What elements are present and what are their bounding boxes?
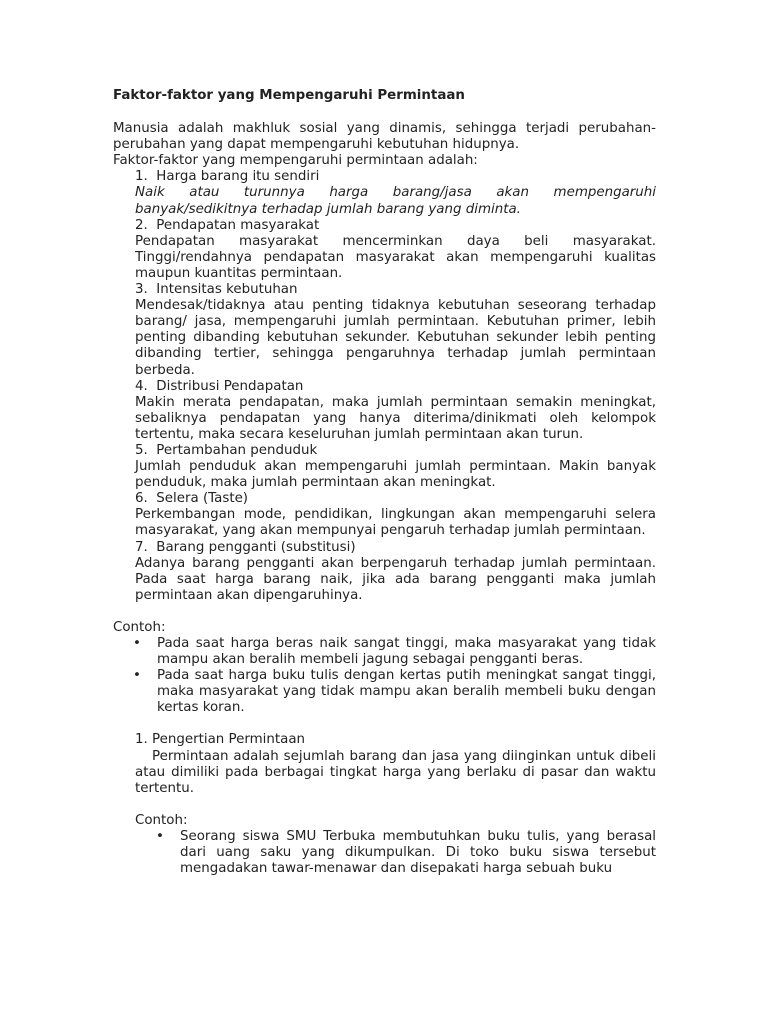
- section-example-label: Contoh:: [135, 812, 188, 828]
- section-example-bullet-list: [135, 829, 656, 877]
- section-example-list-item: [135, 829, 656, 877]
- section-body: Permintaan adalah sejumlah barang dan jasa yang diinginkan untuk dibeli atau dimiliki pada berbagai tingkat harga yang berlaku di pasar dan waktu tertentu.: [135, 748, 656, 796]
- factor-item: [113, 218, 656, 282]
- factor-title: 3. Intensitas kebutuhan: [135, 282, 298, 298]
- factor-description: Naik atau turunnya harga barang/jasa akan mempengaruhi banyak/sedikitnya terhadap jumlah barang yang diminta.: [135, 185, 656, 217]
- example-list-item: [113, 668, 656, 716]
- factor-description: Mendesak/tidaknya atau penting tidaknya kebutuhan seseorang terhadap barang/ jasa, mempengaruhi jumlah permintaan. Kebutuhan primer, lebih penting dibanding kebutuhan sekunder. Kebutuhan sekunder lebih penting dibanding tertier, sehingga pengaruhnya terhadap jumlah permintaan berbeda.: [135, 298, 656, 378]
- factor-item: [113, 169, 656, 217]
- factor-title: 4. Distribusi Pendapatan: [135, 378, 304, 394]
- definition-section: [113, 732, 656, 828]
- factor-item: [113, 491, 656, 539]
- factor-title: 6. Selera (Taste): [135, 491, 249, 507]
- example-bullet-list: [113, 636, 656, 716]
- example-list-item: [113, 636, 656, 668]
- document-content: [113, 88, 656, 877]
- factor-title: 2. Pendapatan masyarakat: [135, 217, 320, 233]
- document-title: Faktor-faktor yang Mempengaruhi Permintaan: [113, 88, 465, 103]
- factor-title: 1. Harga barang itu sendiri: [135, 169, 320, 185]
- intro-paragraph: Manusia adalah makhluk sosial yang dinamis, sehingga terjadi perubahan-perubahan yang dapat mempengaruhi kebutuhan hidupnya.: [113, 121, 656, 153]
- factor-title: 7. Barang pengganti (substitusi): [135, 539, 356, 555]
- factor-list: [113, 169, 656, 604]
- example-label: Contoh:: [113, 619, 166, 635]
- factor-title: 5. Pertambahan penduduk: [135, 442, 318, 458]
- section-heading: 1. Pengertian Permintaan: [135, 732, 306, 748]
- factor-description: Adanya barang pengganti akan berpengaruh terhadap jumlah permintaan. Pada saat harga barang naik, jika ada barang pengganti maka jumlah permintaan akan dipengaruhinya.: [135, 555, 656, 603]
- factor-item: [113, 379, 656, 443]
- factor-description: Jumlah penduduk akan mempengaruhi jumlah permintaan. Makin banyak penduduk, maka jumlah permintaan akan meningkat.: [135, 459, 656, 491]
- factor-item: [113, 282, 656, 379]
- factor-item: [113, 443, 656, 491]
- section-example-text: Seorang siswa SMU Terbuka membutuhkan buku tulis, yang berasal dari uang saku yang dikumpulkan. Di toko buku siswa tersebut mengadakan tawar-menawar dan disepakati harga sebuah buku: [180, 828, 656, 877]
- lead-paragraph: Faktor-faktor yang mempengaruhi permintaan adalah:: [113, 153, 478, 169]
- bullet-icon: •: [133, 668, 141, 684]
- example-text: Pada saat harga beras naik sangat tinggi, maka masyarakat yang tidak mampu akan beralih membeli jagung sebagai pengganti beras.: [157, 636, 656, 668]
- factor-description: Pendapatan masyarakat mencerminkan daya beli masyarakat. Tinggi/rendahnya pendapatan masyarakat akan mempengaruhi kualitas maupun kuantitas permintaan.: [135, 233, 656, 281]
- example-text: Pada saat harga buku tulis dengan kertas putih meningkat sangat tinggi, maka masyarakat yang tidak mampu akan beralih membeli buku dengan kertas koran.: [157, 668, 656, 716]
- factor-item: [113, 540, 656, 604]
- bullet-icon: •: [156, 828, 164, 844]
- bullet-icon: •: [133, 636, 141, 651]
- factor-description: Perkembangan mode, pendidikan, lingkungan akan mempengaruhi selera masyarakat, yang akan mempunyai pengaruh terhadap jumlah permintaan.: [135, 507, 656, 539]
- factor-description: Makin merata pendapatan, maka jumlah permintaan semakin meningkat, sebaliknya pendapatan yang hanya diterima/dinikmati oleh kelompok tertentu, maka secara keseluruhan jumlah permintaan akan turun.: [135, 394, 656, 442]
